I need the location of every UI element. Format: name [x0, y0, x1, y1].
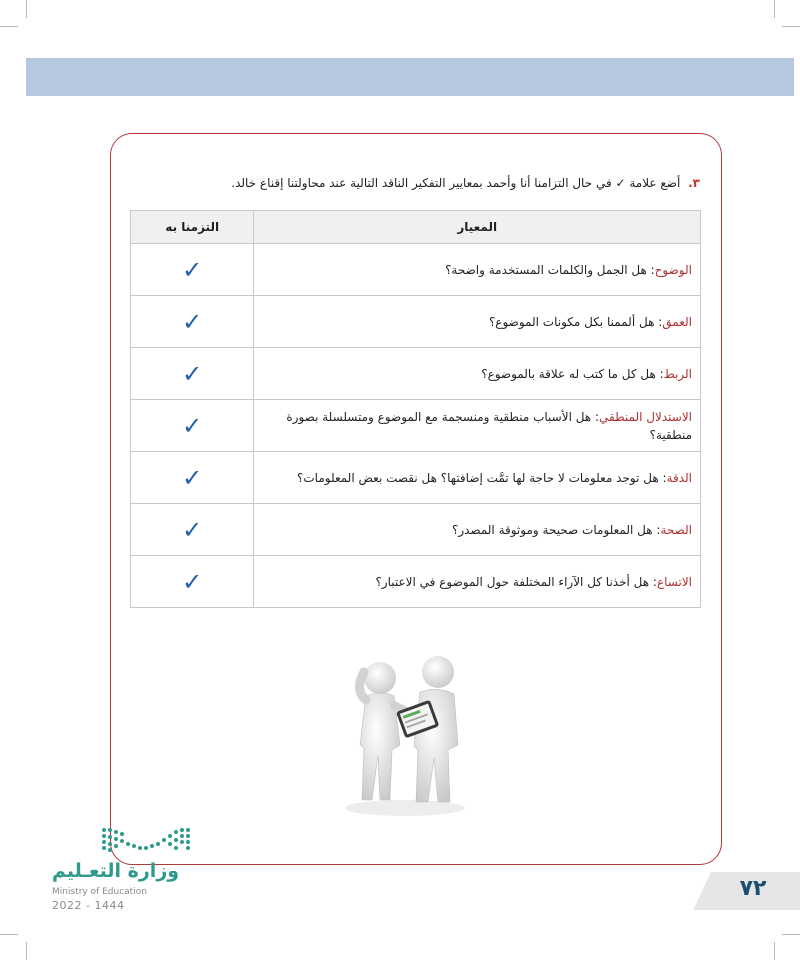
table-row [131, 244, 701, 296]
criterion-cell: الربط: هل كل ما كتب له علاقة بالموضوع؟ [254, 348, 701, 400]
criteria-table [130, 210, 701, 608]
check-mark-icon: ✓ [182, 255, 203, 284]
criterion-cell: الصحة: هل المعلومات صحيحة وموثوقة المصدر؟ [254, 504, 701, 556]
question-text: أضع علامة ✓ في حال التزامنا أنا وأحمد بمعايير التفكير الناقد التالية عند محاولتنا إقناع خالد. [231, 176, 681, 190]
criterion-question: هل ألممنا بكل مكونات الموضوع؟ [488, 314, 655, 329]
criterion-cell: الوضوح: هل الجمل والكلمات المستخدمة واضحة؟ [254, 244, 701, 296]
commitment-cell [131, 504, 254, 556]
table-row [131, 556, 701, 608]
crop-mark [0, 26, 18, 27]
table-row [131, 296, 701, 348]
table-row [131, 400, 701, 452]
criterion-question: هل الأسباب منطقية ومنسجمة مع الموضوع ومتسلسلة بصورة منطقية؟ [286, 409, 692, 442]
table-row [131, 452, 701, 504]
crop-mark [782, 26, 800, 27]
page-number: ٧٢ [739, 876, 767, 901]
check-mark-icon: ✓ [182, 567, 203, 596]
crop-mark [26, 942, 27, 960]
question-instruction [130, 176, 700, 190]
criterion-term: العمق [662, 314, 692, 329]
table-row [131, 348, 701, 400]
commitment-cell [131, 348, 254, 400]
crop-mark [774, 0, 775, 18]
commitment-cell [131, 296, 254, 348]
criterion-question: هل كل ما كتب له علاقة بالموضوع؟ [481, 366, 656, 381]
criterion-term: الوضوح [654, 262, 692, 277]
crop-mark [782, 934, 800, 935]
illustration-two-figures [320, 650, 490, 824]
commitment-cell [131, 556, 254, 608]
criterion-question: هل توجد معلومات لا حاجة لها تمَّت إضافتها؟ هل نقصت بعض المعلومات؟ [297, 470, 659, 485]
table-header-row [131, 211, 701, 244]
crop-mark [774, 942, 775, 960]
header-band [26, 58, 794, 96]
criterion-question: هل الجمل والكلمات المستخدمة واضحة؟ [445, 262, 647, 277]
criterion-term: الاتساع [656, 574, 692, 589]
criterion-question: هل أخذنا كل الآراء المختلفة حول الموضوع في الاعتبار؟ [375, 574, 650, 589]
crop-mark [0, 934, 18, 935]
criterion-term: الدقة [666, 470, 692, 485]
check-mark-icon: ✓ [182, 359, 203, 388]
header-criterion: المعيار [254, 211, 701, 244]
ministry-logo-icon [100, 824, 192, 860]
question-number: ٣. [688, 176, 700, 190]
criterion-cell: العمق: هل ألممنا بكل مكونات الموضوع؟ [254, 296, 701, 348]
criterion-question: هل المعلومات صحيحة وموثوقة المصدر؟ [451, 522, 653, 537]
ministry-name-arabic: وزارة التعـليم [52, 860, 180, 882]
figures-tablet-icon [320, 650, 490, 820]
criterion-term: الاستدلال المنطقي [599, 409, 692, 424]
ministry-name-english: Ministry of Education [52, 887, 147, 897]
commitment-cell [131, 452, 254, 504]
commitment-cell [131, 400, 254, 452]
criterion-cell: الاتساع: هل أخذنا كل الآراء المختلفة حول الموضوع في الاعتبار؟ [254, 556, 701, 608]
check-mark-icon: ✓ [182, 515, 203, 544]
header-commitment: التزمنا به [131, 211, 254, 244]
check-mark-icon: ✓ [182, 307, 203, 336]
check-mark-icon: ✓ [182, 463, 203, 492]
edition-year: 2022 - 1444 [52, 899, 125, 912]
criterion-cell: الاستدلال المنطقي: هل الأسباب منطقية ومنسجمة مع الموضوع ومتسلسلة بصورة منطقية؟ [254, 400, 701, 452]
criterion-cell: الدقة: هل توجد معلومات لا حاجة لها تمَّت إضافتها؟ هل نقصت بعض المعلومات؟ [254, 452, 701, 504]
check-mark-icon: ✓ [182, 411, 203, 440]
commitment-cell [131, 244, 254, 296]
crop-mark [26, 0, 27, 18]
dots-pattern-icon [100, 824, 192, 856]
criterion-term: الربط [663, 366, 692, 381]
criterion-term: الصحة [660, 522, 692, 537]
table-row [131, 504, 701, 556]
